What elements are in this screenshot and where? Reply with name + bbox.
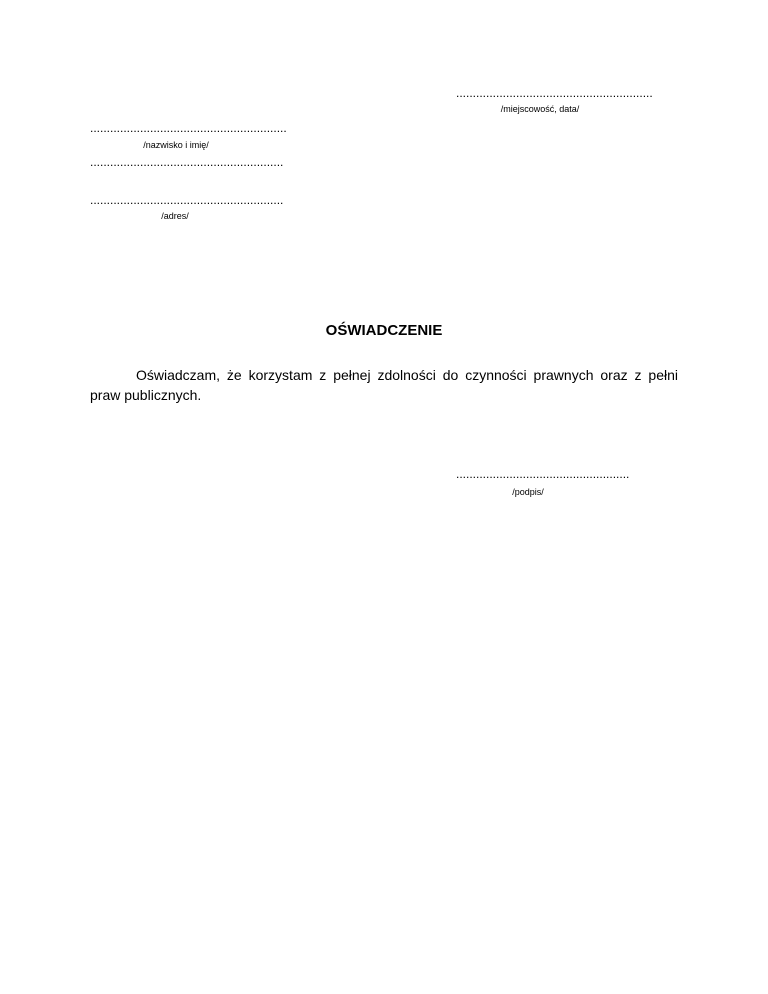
document-title: OŚWIADCZENIE [325, 322, 443, 339]
signature-caption: /podpis/ [512, 487, 544, 497]
declaration-paragraph: Oświadczam, że korzystam z pełnej zdolności do czynności prawnych oraz z pełni praw publicznych. [90, 367, 678, 403]
address-line-1: .......................................................... [90, 155, 284, 169]
name-caption: /nazwisko i imię/ [143, 140, 209, 150]
place-date-line: ........................................................... [456, 86, 653, 100]
signature-line: .................................................... [456, 467, 630, 481]
address-caption: /adres/ [161, 211, 189, 221]
place-date-caption: /miejscowość, data/ [500, 104, 580, 114]
name-line: ........................................................... [90, 121, 287, 135]
address-line-2: .......................................................... [90, 193, 284, 207]
